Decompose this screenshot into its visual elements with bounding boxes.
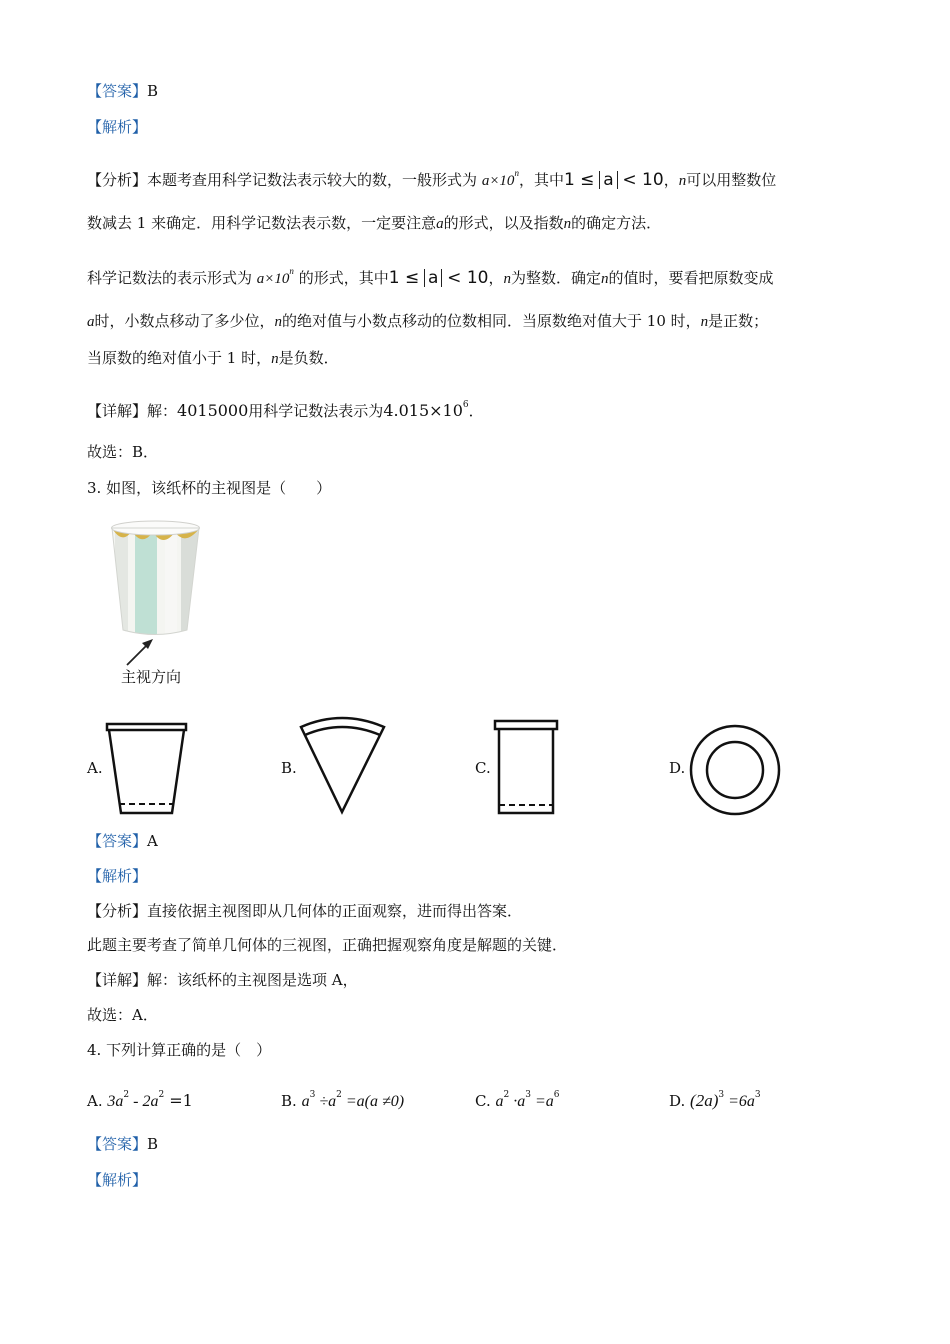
rule-text: 科学记数法的表示形式为 <box>87 269 253 287</box>
math-times10: ×10 <box>264 271 290 287</box>
math-expr: (2a) <box>690 1091 719 1110</box>
math-result: 4.015×10 <box>383 401 463 420</box>
option-b-sector-figure <box>298 712 390 818</box>
q3-option-c[interactable] <box>475 757 491 779</box>
fenxi-tag: 【分析】 <box>87 171 148 189</box>
q3-note-line: 此题主要考查了简单几何体的三视图，正确把握观察角度是解题的关键． <box>87 936 568 954</box>
option-label: A. <box>87 759 103 777</box>
fenxi-text: 本题考查用科学记数法表示较大的数，一般形式为 <box>147 171 478 189</box>
answer-value: B <box>147 1135 159 1153</box>
answer-value: B <box>147 82 159 100</box>
q3-answer-line <box>87 830 158 852</box>
rule-text: 的值时，要看把原数变成 <box>608 269 774 287</box>
q4-answer-line <box>87 1133 158 1155</box>
q2-rule-line-3 <box>87 347 339 370</box>
xiangjie-text: ． <box>468 402 484 420</box>
q2-analysis-line <box>87 116 147 138</box>
xiangjie-text: 解： <box>147 402 178 420</box>
option-label: C. <box>475 1092 491 1110</box>
math-expr: 3a <box>107 1093 124 1110</box>
option-label: B. <box>281 759 297 777</box>
math-abs: a <box>424 269 442 287</box>
math-expr: ·a <box>509 1093 526 1110</box>
math-exp: 3 <box>525 1090 531 1100</box>
fenxi-text: ， <box>663 171 679 189</box>
math-var: n <box>563 216 572 232</box>
q2-fenxi-line-1 <box>87 162 776 192</box>
q2-conclusion: 故选：B． <box>87 443 159 461</box>
math-expr: =1 <box>164 1091 193 1110</box>
answer-tag: 【答案】 <box>87 82 148 100</box>
math-exp: 2 <box>123 1090 130 1100</box>
analysis-tag: 【解析】 <box>87 1171 148 1189</box>
math-exp: 3 <box>309 1090 316 1100</box>
math-abs: a <box>599 171 617 189</box>
view-direction-label: 主视方向 <box>121 668 182 686</box>
option-c-rectangle-figure <box>493 719 559 815</box>
math-ineq-left: 1 ≤ <box>563 170 595 190</box>
q3-fenxi-line <box>87 900 522 922</box>
answer-tag: 【答案】 <box>87 1135 148 1153</box>
q4-option-b[interactable] <box>281 1084 404 1113</box>
answer-value: A <box>147 832 158 850</box>
rule-text: 为整数．确定 <box>510 269 601 287</box>
paper-cup-figure <box>95 515 225 690</box>
math-var: a <box>436 216 444 232</box>
answer-tag: 【答案】 <box>87 832 148 850</box>
q3-analysis-line <box>87 865 147 887</box>
rule-text: 是正数； <box>708 312 769 330</box>
xiangjie-text: 用科学记数法表示为 <box>248 402 384 420</box>
fenxi-tag: 【分析】 <box>87 902 148 920</box>
fenxi-text: 可以用整数位 <box>686 171 777 189</box>
math-expr: =a(a ≠0) <box>341 1093 405 1110</box>
math-var: n <box>274 314 283 330</box>
q3-conclusion: 故选：A． <box>87 1006 158 1024</box>
xiangjie-tag: 【详解】 <box>87 971 148 989</box>
q4-option-c[interactable] <box>475 1084 560 1113</box>
math-expr: a <box>495 1093 504 1110</box>
rule-text: 当原数的绝对值小于 1 时， <box>87 349 272 367</box>
q3-option-b[interactable] <box>281 757 297 779</box>
math-var: a <box>256 271 265 287</box>
math-var: n <box>503 271 511 287</box>
math-exp: 6 <box>462 400 469 410</box>
q4-option-a[interactable] <box>87 1084 193 1113</box>
math-expr: =6a <box>724 1093 755 1110</box>
math-ineq-right: < 10 <box>447 268 489 288</box>
option-label: D. <box>669 759 686 777</box>
q3-xiangjie-line <box>87 969 358 991</box>
math-exp: 3 <box>754 1090 761 1100</box>
math-exp: 2 <box>336 1090 342 1100</box>
math-expr: - 2a <box>129 1093 159 1110</box>
math-times10: ×10 <box>489 173 515 189</box>
option-label: B. <box>281 1092 297 1110</box>
q3-option-a[interactable] <box>87 757 103 779</box>
math-exp: 2 <box>503 1090 510 1100</box>
math-exp: n <box>514 168 519 178</box>
math-var: a <box>87 314 95 330</box>
rule-text: 的绝对值与小数点移动的位数相同．当原数绝对值大于 10 时， <box>282 312 701 330</box>
q4-option-d[interactable] <box>669 1084 761 1113</box>
math-ineq-right: < 10 <box>622 170 664 190</box>
math-number: 4015000 <box>177 401 249 420</box>
q2-xiangjie-line <box>87 394 484 422</box>
option-a-trapezoid-figure <box>104 720 190 816</box>
fenxi-text: 的确定方法． <box>571 214 662 232</box>
fenxi-text: ，其中 <box>518 171 564 189</box>
fenxi-text: 数减去 1 来确定．用科学记数法表示数，一定要注意 <box>87 214 437 232</box>
option-label: A. <box>87 1092 103 1110</box>
rule-text: 的形式，其中 <box>298 269 389 287</box>
math-expr: =a <box>530 1093 554 1110</box>
math-var: a <box>481 173 490 189</box>
math-expr: ÷a <box>315 1093 337 1110</box>
option-d-rings-figure <box>688 724 782 818</box>
math-var: n <box>700 314 709 330</box>
analysis-tag: 【解析】 <box>87 867 148 885</box>
q2-answer-line <box>87 80 158 102</box>
math-expr: a <box>301 1093 310 1110</box>
option-label: C. <box>475 759 491 777</box>
math-exp: 6 <box>553 1090 560 1100</box>
rule-text: ， <box>488 269 504 287</box>
math-var: n <box>271 351 279 367</box>
q2-rule-line <box>87 260 774 290</box>
q4-stem: 4. 下列计算正确的是（ ） <box>87 1041 272 1059</box>
xiangjie-text: 解：该纸杯的主视图是选项 A， <box>147 971 358 989</box>
fenxi-text: 直接依据主视图即从几何体的正面观察，进而得出答案． <box>147 902 523 920</box>
math-var: n <box>600 271 609 287</box>
q2-fenxi-line-2 <box>87 212 661 235</box>
rule-text: 时，小数点移动了多少位， <box>94 312 275 330</box>
analysis-tag: 【解析】 <box>87 118 148 136</box>
xiangjie-tag: 【详解】 <box>87 402 148 420</box>
paper-cup-image <box>95 515 225 690</box>
rule-text: 是负数． <box>278 349 339 367</box>
q4-analysis-line <box>87 1169 147 1191</box>
math-exp: n <box>289 266 294 276</box>
math-exp: 3 <box>718 1090 725 1100</box>
q2-rule-line-2 <box>87 310 768 333</box>
math-var: n <box>678 173 687 189</box>
option-label: D. <box>669 1092 686 1110</box>
q3-option-d[interactable] <box>669 757 685 779</box>
math-exp: 2 <box>158 1090 165 1100</box>
math-ineq-left: 1 ≤ <box>388 268 420 288</box>
q3-stem: 3. 如图，该纸杯的主视图是（ ） <box>87 479 332 497</box>
fenxi-text: 的形式，以及指数 <box>443 214 564 232</box>
